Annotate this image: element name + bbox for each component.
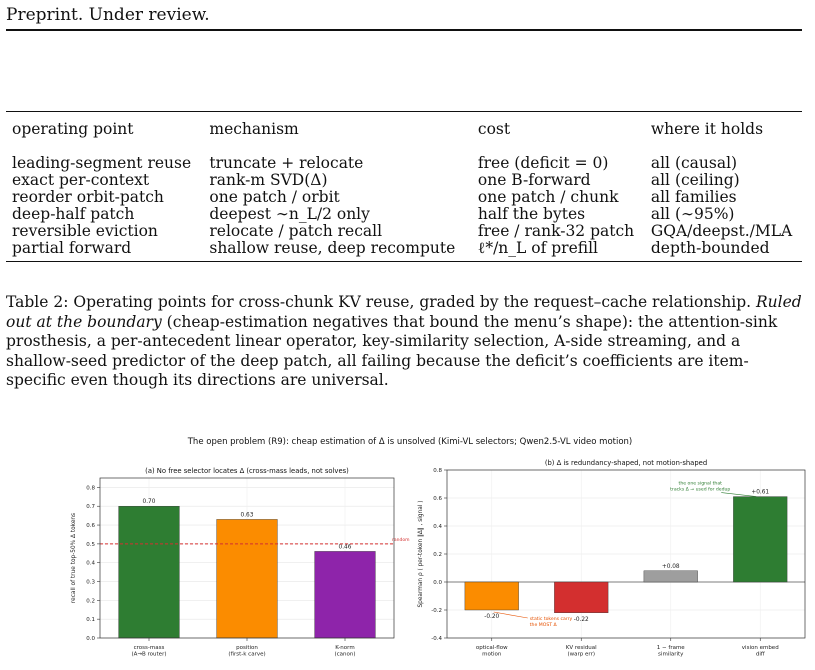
column-header: mechanism bbox=[209, 120, 299, 138]
y-tick-label: 0.4 bbox=[433, 524, 442, 530]
caption-emphasis: Ruled out at the boundary bbox=[6, 293, 802, 331]
table-cell: half the bytes bbox=[477, 205, 586, 223]
table-cell: reversible eviction bbox=[12, 222, 158, 240]
bar-value-label: -0.22 bbox=[573, 616, 589, 623]
chart-title: (a) No free selector locates Δ (cross-mass leads, not solves) bbox=[145, 467, 349, 475]
table-cell: relocate / patch recall bbox=[209, 222, 383, 240]
header-rule bbox=[6, 29, 802, 31]
annotation-text: the one signal that bbox=[678, 481, 722, 487]
x-tick-label: motion bbox=[482, 651, 502, 658]
table-row bbox=[6, 146, 802, 172]
bar-value-label: 0.70 bbox=[142, 499, 156, 506]
table-row bbox=[6, 206, 802, 223]
table-caption bbox=[6, 293, 806, 391]
table-cell: all (ceiling) bbox=[650, 171, 740, 189]
y-tick-label: 0.8 bbox=[86, 485, 95, 492]
bar bbox=[733, 497, 787, 582]
bar bbox=[465, 582, 519, 610]
y-tick-label: 0.1 bbox=[86, 617, 95, 624]
table-header-row bbox=[6, 112, 802, 146]
y-axis-label: Spearman ρ ( per-token ‖Δ‖ , signal ) bbox=[418, 500, 424, 608]
y-tick-label: 0.2 bbox=[433, 552, 442, 558]
column-header: operating point bbox=[12, 120, 134, 138]
bar-value-label: 0.46 bbox=[338, 544, 352, 551]
y-tick-label: 0.0 bbox=[86, 636, 95, 642]
caption-label: Table 2: bbox=[6, 293, 69, 311]
x-tick-label: position bbox=[236, 645, 258, 651]
chart-title: (b) Δ is redundancy-shaped, not motion-shaped bbox=[544, 459, 708, 467]
table-cell: ℓ*/n_L of prefill bbox=[477, 239, 598, 257]
operating-points-table bbox=[6, 111, 802, 262]
caption-text: Operating points for cross-chunk KV reuse, graded by the request–cache relationship. bbox=[73, 293, 752, 311]
x-tick-label: similarity bbox=[658, 651, 684, 658]
bar-value-label: +0.08 bbox=[661, 563, 680, 570]
table-cell: depth-bounded bbox=[650, 239, 770, 257]
bar-value-label: +0.61 bbox=[751, 489, 770, 496]
figure bbox=[10, 430, 810, 670]
column-header: where it holds bbox=[650, 120, 764, 138]
figure-suptitle: The open problem (R9): cheap estimation of Δ is unsolved (Kimi-VL selectors; Qwen2.5-VL video motion) bbox=[187, 437, 633, 447]
table-cell: reorder orbit-patch bbox=[12, 188, 164, 206]
y-tick-label: 0.4 bbox=[86, 560, 95, 567]
table-cell: one patch / orbit bbox=[209, 188, 340, 206]
table-cell: one B-forward bbox=[477, 171, 591, 189]
table-row bbox=[6, 240, 802, 261]
table-cell: truncate + relocate bbox=[209, 154, 364, 172]
x-tick-label: cross-mass bbox=[133, 645, 165, 651]
table-cell: shallow reuse, deep recompute bbox=[209, 239, 456, 257]
x-tick-label: vision embed bbox=[741, 645, 779, 651]
y-tick-label: -0.2 bbox=[431, 608, 442, 614]
table-row bbox=[6, 172, 802, 189]
x-tick-label: K-norm bbox=[335, 645, 355, 651]
y-tick-label: 0.3 bbox=[86, 579, 95, 586]
column-header: cost bbox=[477, 120, 511, 138]
reference-line-label: random bbox=[392, 537, 410, 543]
x-tick-label: diff bbox=[755, 651, 765, 658]
table-cell: all (∼95%) bbox=[650, 205, 735, 223]
table-row bbox=[6, 189, 802, 206]
table-cell: all families bbox=[650, 188, 737, 206]
table-cell: deepest ∼n_L/2 only bbox=[209, 205, 370, 223]
x-tick-label: KV residual bbox=[565, 645, 597, 651]
table-cell: free / rank-32 patch bbox=[477, 222, 635, 240]
y-axis-label: recall of true top-50% Δ tokens bbox=[71, 512, 77, 604]
table-cell: one patch / chunk bbox=[477, 188, 619, 206]
bar bbox=[315, 551, 376, 638]
table-cell: deep-half patch bbox=[12, 205, 135, 223]
y-tick-label: 0.8 bbox=[433, 468, 442, 474]
x-tick-label: optical-flow bbox=[475, 645, 508, 651]
table-cell: rank-m SVD(Δ) bbox=[209, 171, 328, 189]
table-cell: GQA/deepst./MLA bbox=[650, 222, 793, 240]
x-tick-label: (A→B router) bbox=[131, 651, 167, 658]
y-tick-label: 0.6 bbox=[433, 496, 442, 502]
table-cell: free (deficit = 0) bbox=[477, 154, 609, 172]
table-cell: exact per-context bbox=[12, 171, 150, 189]
bar bbox=[119, 506, 180, 638]
annotation-text: static tokens carry bbox=[529, 617, 573, 622]
caption-text-continued: (cheap-estimation negatives that bound the menu’s shape): the attention-sink prosthesis, a per-antecedent linear operator, key-similarity selection, A-side streaming, and a shallow-seed predictor of the deep patch, all failing because the deficit’s coefficients are item-specific even though its directions are universal. bbox=[6, 312, 778, 389]
table-cell: leading-segment reuse bbox=[12, 154, 192, 172]
table-bottom-rule bbox=[6, 261, 802, 262]
annotation-text: the MOST Δ bbox=[529, 623, 557, 628]
bar-value-label: -0.20 bbox=[484, 614, 500, 620]
y-tick-label: 0.7 bbox=[86, 504, 95, 511]
x-tick-label: (warp err) bbox=[567, 651, 595, 658]
bar-value-label: 0.63 bbox=[240, 512, 254, 519]
x-tick-label: 1 − frame bbox=[656, 645, 685, 651]
running-header: Preprint. Under review. bbox=[6, 5, 210, 25]
annotation-text: tracks Δ → used for dedup bbox=[670, 487, 731, 493]
table-row bbox=[6, 223, 802, 240]
table-cell: all (causal) bbox=[650, 154, 738, 172]
y-tick-label: 0.6 bbox=[86, 523, 95, 530]
y-tick-label: 0.2 bbox=[86, 598, 95, 605]
bar bbox=[554, 582, 608, 613]
y-tick-label: -0.4 bbox=[431, 636, 442, 642]
bar bbox=[217, 519, 278, 638]
y-tick-label: 0.0 bbox=[433, 580, 442, 586]
x-tick-label: (first-k carve) bbox=[228, 651, 266, 658]
table-cell: partial forward bbox=[12, 239, 132, 257]
bar bbox=[644, 571, 698, 582]
x-tick-label: (canon) bbox=[334, 651, 356, 658]
y-tick-label: 0.5 bbox=[86, 541, 95, 548]
figure-svg bbox=[10, 430, 810, 666]
